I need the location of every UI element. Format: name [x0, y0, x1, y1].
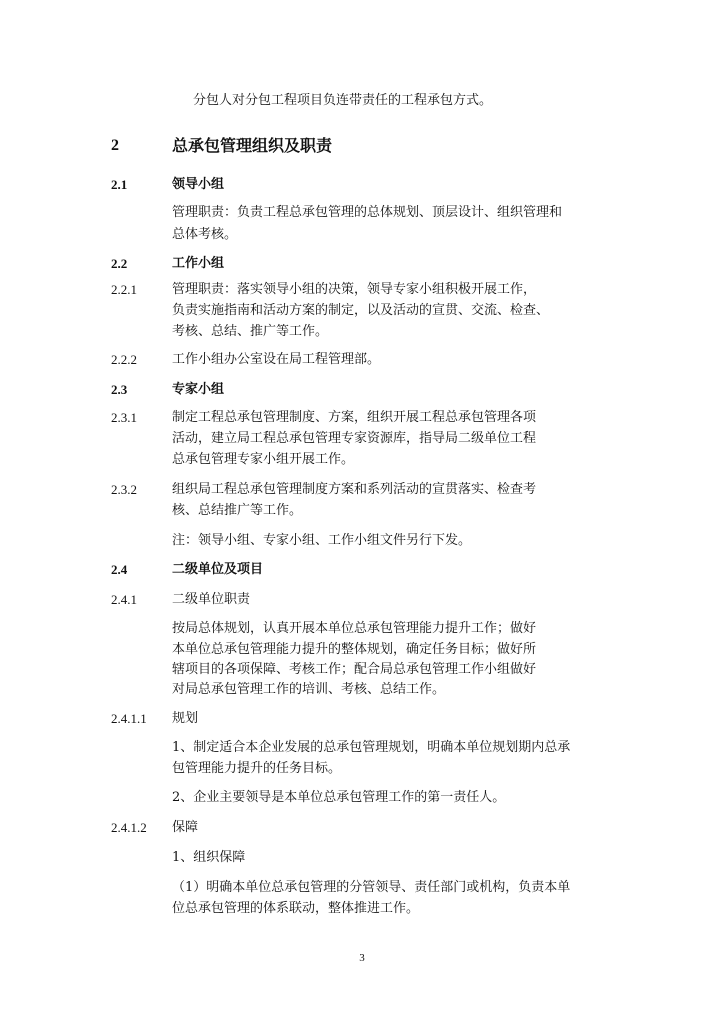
page-number: 3 [359, 952, 365, 964]
plan-item-1-line: 1、制定适合本企业发展的总承包管理规划，明确本单位规划期内总承 [172, 740, 571, 755]
section-2-4-1-2-number: 2.4.1.2 [111, 820, 147, 835]
section-2-2-2-line: 工作小组办公室设在局工程管理部。 [172, 352, 381, 367]
section-2-4-1-2-title: 保障 [172, 820, 199, 835]
section-2-4-number: 2.4 [111, 562, 128, 577]
section-2-1-line: 管理职责：负责工程总承包管理的总体规划、顶层设计、组织管理和 [172, 205, 563, 220]
section-2-1-title: 领导小组 [172, 177, 225, 192]
section-2-4-1-1-title: 规划 [172, 711, 199, 726]
section-2-4-1-title: 二级单位职责 [172, 592, 251, 607]
section-2-title: 总承包管理组织及职责 [172, 136, 333, 155]
section-2-3-2-line: 组织局工程总承包管理制度方案和系列活动的宣贯落实、检查考 [172, 482, 537, 497]
section-2-3-1-line: 总承包管理专家小组开展工作。 [172, 452, 355, 467]
section-2-4-1-number: 2.4.1 [111, 592, 137, 607]
section-2-1-line: 总体考核。 [172, 227, 238, 242]
section-2-2-2-number: 2.2.2 [111, 352, 137, 367]
plan-item-2-line: 2、企业主要领导是本单位总承包管理工作的第一责任人。 [172, 790, 506, 805]
section-2-3-2-number: 2.3.2 [111, 482, 137, 497]
section-2-3-2-line: 核、总结推广等工作。 [172, 503, 303, 518]
section-2-4-1-line: 辖项目的各项保障、考核工作；配合局总承包管理工作小组做好 [172, 662, 537, 677]
section-2-4-1-line: 对局总承包管理工作的培训、考核、总结工作。 [172, 682, 446, 697]
guarantee-sub-1-line: （1）明确本单位总承包管理的分管领导、责任部门或机构，负责本单 [172, 880, 571, 895]
section-2-3-title: 专家小组 [172, 382, 225, 397]
section-2-number: 2 [111, 137, 119, 154]
section-2-4-1-1-number: 2.4.1.1 [111, 711, 147, 726]
section-2-2-1-number: 2.2.1 [111, 282, 137, 297]
section-2-4-1-line: 本单位总承包管理能力提升的整体规划，确定任务目标；做好所 [172, 642, 537, 657]
section-2-2-1-line: 管理职责：落实领导小组的决策，领导专家小组积极开展工作， [172, 282, 537, 297]
section-2-3-1-number: 2.3.1 [111, 410, 137, 425]
section-2-3-number: 2.3 [111, 382, 128, 397]
guarantee-sub-1-line: 位总承包管理的体系联动，整体推进工作。 [172, 901, 420, 916]
section-2-2-title: 工作小组 [172, 256, 225, 271]
section-2-3-1-line: 活动，建立局工程总承包管理专家资源库，指导局二级单位工程 [172, 431, 537, 446]
guarantee-item-1: 1、组织保障 [172, 850, 246, 865]
section-2-4-1-line: 按局总体规划，认真开展本单位总承包管理能力提升工作；做好 [172, 621, 537, 636]
section-2-4-title: 二级单位及项目 [172, 562, 264, 577]
section-2-2-number: 2.2 [111, 256, 128, 271]
section-2-3-1-line: 制定工程总承包管理制度、方案，组织开展工程总承包管理各项 [172, 410, 537, 425]
note-line: 注：领导小组、专家小组、工作小组文件另行下发。 [172, 533, 472, 548]
section-2-2-1-line: 考核、总结、推广等工作。 [172, 324, 329, 339]
section-2-1-number: 2.1 [111, 177, 128, 192]
section-2-2-1-line: 负责实施指南和活动方案的制定，以及活动的宣贯、交流、检查、 [172, 303, 550, 318]
plan-item-1-line: 包管理能力提升的任务目标。 [172, 761, 342, 776]
carry-over-line: 分包人对分包工程项目负连带责任的工程承包方式。 [193, 93, 493, 108]
